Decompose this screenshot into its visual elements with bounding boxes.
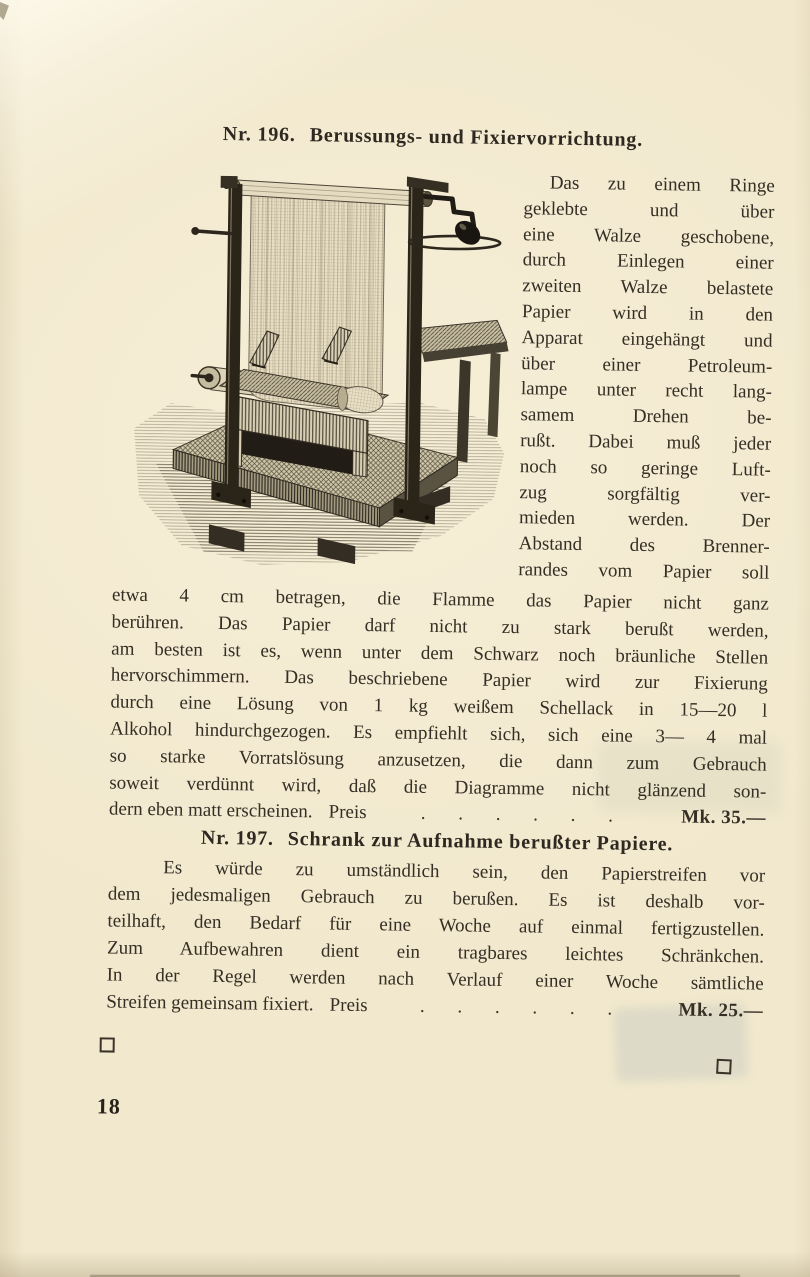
text-line: samem Drehen be-	[520, 404, 772, 429]
text-line: durch Einlegen einer	[522, 249, 774, 275]
text-line: über einer Petroleum-	[521, 352, 773, 378]
section-197-number: Nr. 197.	[200, 826, 274, 850]
text-line: Es würde zu umständlich sein, den Papierstreifen vor	[163, 857, 766, 887]
text-line: soweit verdünnt wird, daß die Diagramme nicht glänzend son-	[109, 772, 767, 803]
text-line: teilhaft, den Bedarf für eine Woche auf einmal fertigzustellen.	[107, 910, 765, 941]
text-line: berühren. Das Papier darf nicht zu stark berußt werden,	[111, 611, 769, 642]
text-line: so starke Vorratslösung anzusetzen, die dann zum Gebrauch	[109, 745, 767, 776]
text-line: mieden werden. Der	[518, 507, 771, 533]
paper-corner-speck	[0, 2, 9, 20]
text-line: In der Regel werden nach Verlauf einer Woche sämtliche	[106, 964, 764, 995]
text-line: Papier wird in den	[521, 301, 774, 326]
text-line: eine Walze geschobene,	[522, 223, 775, 249]
text-line: randes vom Papier soll	[518, 559, 770, 584]
text-line: durch eine Lösung von 1 kg weißem Schellack in 15—20 l	[110, 691, 768, 722]
price-line-text: Streifen gemeinsam fixiert.	[106, 991, 314, 1016]
price-label: Preis	[328, 801, 367, 824]
text-line: lampe unter recht lang-	[520, 378, 773, 404]
text-line: Abstand des Brenner-	[518, 533, 770, 558]
page-content	[96, 122, 775, 1171]
price-value: Mk. 25.—	[678, 999, 764, 1022]
text-line: zweiten Walze belastete	[522, 275, 774, 300]
text-line: Apparat eingehängt und	[521, 326, 773, 352]
illustration-and-text-row	[112, 165, 775, 590]
price-label: Preis	[329, 994, 368, 1017]
price-value: Mk. 35.—	[681, 806, 767, 830]
apparatus-engraving-illustration	[112, 165, 520, 587]
section-197-paragraph	[106, 854, 765, 1025]
text-line: Alkohol hindurchgezogen. Es empfiehlt sich, sich eine 3— 4 mal	[109, 718, 768, 749]
dot-leader: . . . . . .	[420, 803, 628, 828]
page-number: 18	[96, 1093, 122, 1119]
section-196-paragraph	[109, 582, 769, 832]
text-line: etwa 4 cm betragen, die Flamme das Papier nicht ganz	[111, 584, 770, 615]
text-line: geklebte und über	[523, 197, 775, 223]
price-line-text: dern eben matt erscheinen.	[108, 798, 313, 823]
text-line: Zum Aufbewahren dient ein tragbares leichtes Schränkchen.	[106, 937, 765, 968]
dot-leader: . . . . . .	[419, 996, 627, 1020]
text-line: noch so geringe Luft-	[519, 455, 771, 481]
section-196-side-column	[518, 170, 775, 589]
text-line: Das zu einem Ringe	[549, 172, 775, 197]
section-197-title: Schrank zur Aufnahme berußter Papiere.	[287, 828, 674, 856]
section-196-heading	[104, 121, 761, 153]
registration-mark-left	[100, 1037, 115, 1052]
text-line: hervorschimmern. Das beschriebene Papier wird zur Fixierung	[110, 664, 768, 696]
text-line: rußt. Dabei muß jeder	[520, 430, 772, 455]
text-line: am besten ist es, wenn unter dem Schwarz noch bräunliche Stellen	[111, 638, 769, 669]
text-line: dem jedesmaligen Gebrauch zu berußen. Es ist deshalb vor-	[107, 883, 765, 914]
section-196-title: Berussungs- und Fixiervorrichtung.	[309, 124, 644, 151]
registration-mark-right	[716, 1059, 732, 1075]
text-line: zug sorgfältig ver-	[519, 481, 771, 507]
section-196-number: Nr. 196.	[222, 122, 296, 147]
